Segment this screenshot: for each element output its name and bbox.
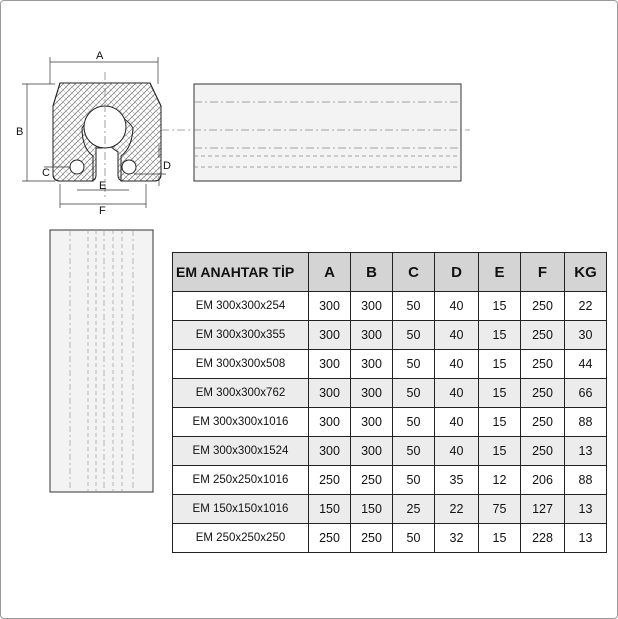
value-cell: 13 xyxy=(565,437,607,466)
value-cell: 300 xyxy=(309,350,351,379)
value-cell: 15 xyxy=(479,524,521,553)
table-row xyxy=(173,350,607,379)
value-cell: 75 xyxy=(479,495,521,524)
value-cell: 44 xyxy=(565,350,607,379)
value-cell: 50 xyxy=(393,524,435,553)
value-cell: 50 xyxy=(393,379,435,408)
table-row xyxy=(173,524,607,553)
table-row xyxy=(173,437,607,466)
value-cell: 15 xyxy=(479,321,521,350)
value-cell: 300 xyxy=(309,321,351,350)
value-cell: 15 xyxy=(479,408,521,437)
value-cell: 35 xyxy=(435,466,479,495)
table-row xyxy=(173,321,607,350)
row-type-cell: EM 300x300x254 xyxy=(173,292,309,321)
value-cell: 15 xyxy=(479,437,521,466)
value-cell: 40 xyxy=(435,292,479,321)
dimension-label-f: F xyxy=(99,205,106,217)
value-cell: 228 xyxy=(521,524,565,553)
table-body xyxy=(173,292,607,553)
value-cell: 250 xyxy=(351,466,393,495)
value-cell: 15 xyxy=(479,379,521,408)
value-cell: 15 xyxy=(479,350,521,379)
row-type-cell: EM 300x300x1016 xyxy=(173,408,309,437)
column-header-f: F xyxy=(521,253,565,292)
value-cell: 300 xyxy=(351,292,393,321)
cross-section-profile xyxy=(53,72,161,200)
value-cell: 50 xyxy=(393,408,435,437)
column-header-a: A xyxy=(309,253,351,292)
spec-table xyxy=(172,252,607,553)
value-cell: 50 xyxy=(393,292,435,321)
column-header-b: B xyxy=(351,253,393,292)
column-header-c: C xyxy=(393,253,435,292)
value-cell: 300 xyxy=(309,408,351,437)
value-cell: 250 xyxy=(521,408,565,437)
value-cell: 300 xyxy=(351,379,393,408)
value-cell: 206 xyxy=(521,466,565,495)
value-cell: 88 xyxy=(565,466,607,495)
dimension-label-e: E xyxy=(99,180,107,192)
value-cell: 300 xyxy=(309,292,351,321)
value-cell: 40 xyxy=(435,321,479,350)
value-cell: 66 xyxy=(565,379,607,408)
value-cell: 32 xyxy=(435,524,479,553)
row-type-cell: EM 250x250x250 xyxy=(173,524,309,553)
value-cell: 300 xyxy=(309,379,351,408)
row-type-cell: EM 300x300x1524 xyxy=(173,437,309,466)
value-cell: 13 xyxy=(565,524,607,553)
table-row xyxy=(173,292,607,321)
row-type-cell: EM 300x300x508 xyxy=(173,350,309,379)
plan-view xyxy=(50,230,153,492)
value-cell: 40 xyxy=(435,408,479,437)
value-cell: 15 xyxy=(479,292,521,321)
value-cell: 150 xyxy=(351,495,393,524)
value-cell: 250 xyxy=(309,524,351,553)
value-cell: 40 xyxy=(435,379,479,408)
value-cell: 250 xyxy=(351,524,393,553)
value-cell: 12 xyxy=(479,466,521,495)
table-row xyxy=(173,466,607,495)
value-cell: 25 xyxy=(393,495,435,524)
value-cell: 300 xyxy=(351,408,393,437)
row-type-cell: EM 300x300x762 xyxy=(173,379,309,408)
value-cell: 300 xyxy=(309,437,351,466)
value-cell: 300 xyxy=(351,437,393,466)
table-row xyxy=(173,495,607,524)
value-cell: 250 xyxy=(521,292,565,321)
dimension-label-c: C xyxy=(42,167,50,179)
value-cell: 22 xyxy=(435,495,479,524)
dimension-label-b: B xyxy=(16,126,24,138)
value-cell: 88 xyxy=(565,408,607,437)
value-cell: 300 xyxy=(351,350,393,379)
value-cell: 150 xyxy=(309,495,351,524)
value-cell: 50 xyxy=(393,466,435,495)
column-header-kg: KG xyxy=(565,253,607,292)
side-view xyxy=(161,84,470,181)
value-cell: 127 xyxy=(521,495,565,524)
table-row xyxy=(173,379,607,408)
row-type-cell: EM 150x150x1016 xyxy=(173,495,309,524)
table-header-row xyxy=(173,253,607,292)
value-cell: 40 xyxy=(435,350,479,379)
value-cell: 250 xyxy=(521,379,565,408)
column-header-type: EM ANAHTAR TİP xyxy=(173,253,309,292)
dimension-label-a: A xyxy=(96,50,104,62)
row-type-cell: EM 250x250x1016 xyxy=(173,466,309,495)
row-type-cell: EM 300x300x355 xyxy=(173,321,309,350)
value-cell: 40 xyxy=(435,437,479,466)
column-header-e: E xyxy=(479,253,521,292)
value-cell: 50 xyxy=(393,437,435,466)
value-cell: 250 xyxy=(309,466,351,495)
value-cell: 250 xyxy=(521,437,565,466)
value-cell: 50 xyxy=(393,350,435,379)
value-cell: 250 xyxy=(521,350,565,379)
value-cell: 22 xyxy=(565,292,607,321)
table-row xyxy=(173,408,607,437)
value-cell: 300 xyxy=(351,321,393,350)
value-cell: 250 xyxy=(521,321,565,350)
dimension-label-d: D xyxy=(163,160,171,172)
value-cell: 13 xyxy=(565,495,607,524)
column-header-d: D xyxy=(435,253,479,292)
value-cell: 30 xyxy=(565,321,607,350)
value-cell: 50 xyxy=(393,321,435,350)
